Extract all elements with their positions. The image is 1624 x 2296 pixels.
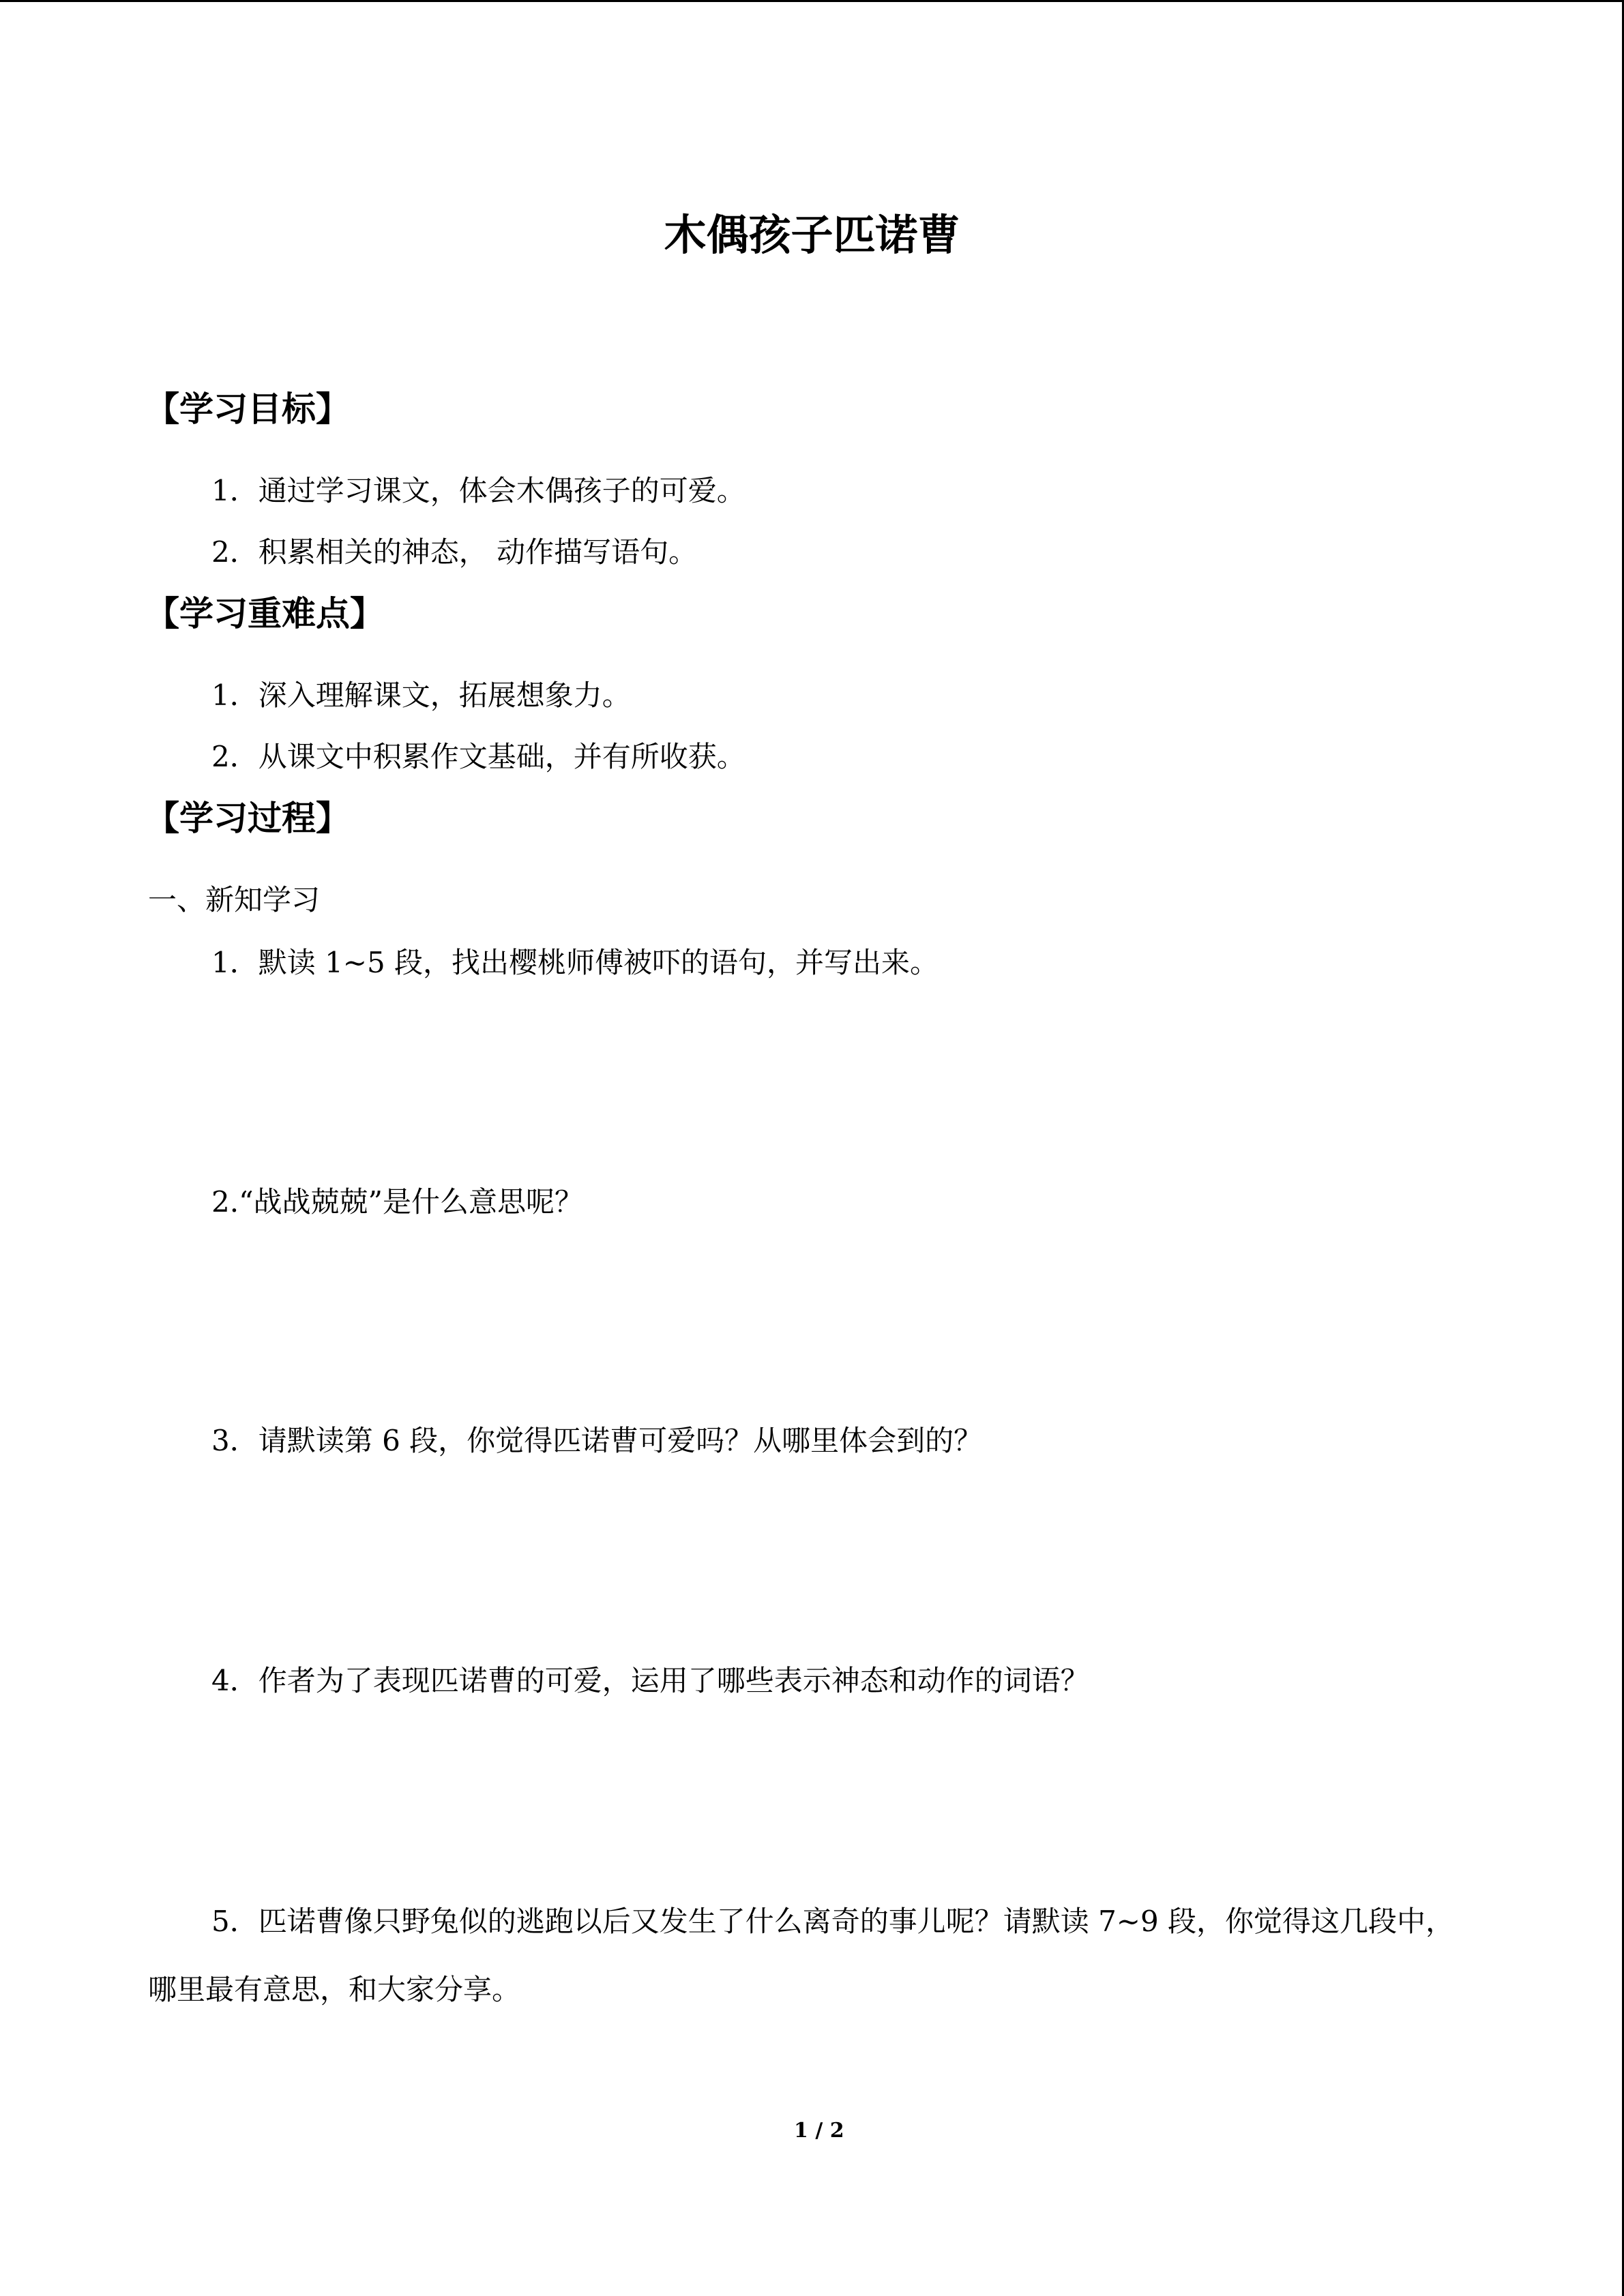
section-heading-objectives: 【学习目标】 [145, 389, 350, 429]
page-border-top [0, 0, 1624, 2]
objective-item-2: 2．积累相关的神态， 动作描写语句。 [211, 535, 698, 569]
question-4: 4．作者为了表现匹诺曹的可爱，运用了哪些表示神态和动作的词语？ [211, 1664, 1089, 1697]
page-title: 木偶孩子匹诺曹 [664, 210, 960, 260]
question-5: 5．匹诺曹像只野兔似的逃跑以后又发生了什么离奇的事儿呢？请默读 7~9 段，你觉得这几段中，哪里最有意思，和大家分享。 [148, 1905, 1455, 2006]
process-subheading: 一、新知学习 [148, 883, 321, 916]
question-3: 3．请默读第 6 段，你觉得匹诺曹可爱吗？从哪里体会到的？ [211, 1424, 983, 1457]
section-heading-key-points: 【学习重难点】 [145, 594, 384, 633]
section-heading-process: 【学习过程】 [145, 799, 350, 838]
question-2: 2.“战战兢兢”是什么意思呢？ [211, 1185, 584, 1219]
key-point-item-2: 2．从课文中积累作文基础，并有所收获。 [211, 740, 745, 773]
page-number: 1 / 2 [794, 2119, 844, 2143]
key-point-item-1: 1．深入理解课文，拓展想象力。 [211, 679, 631, 712]
question-1: 1．默读 1~5 段，找出樱桃师傅被吓的语句，并写出来。 [211, 946, 939, 979]
objective-item-1: 1．通过学习课文，体会木偶孩子的可爱。 [211, 474, 745, 507]
